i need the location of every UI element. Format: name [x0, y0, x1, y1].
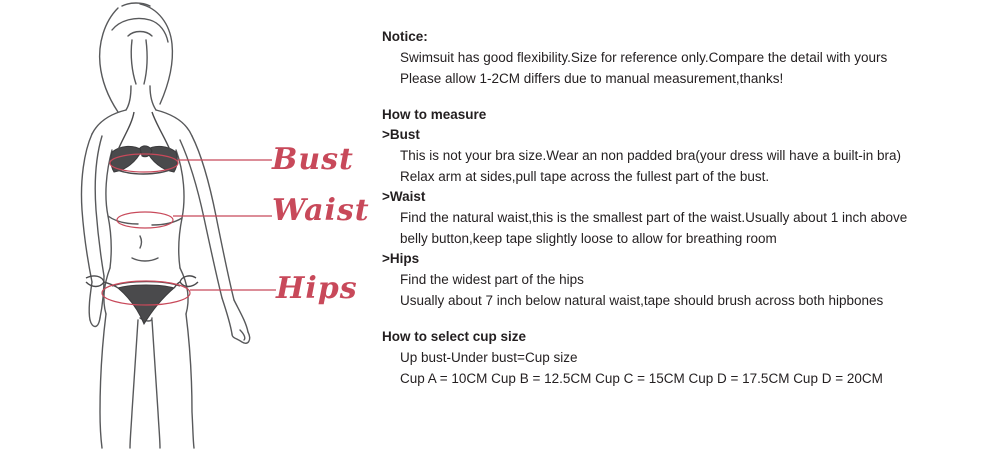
hips-heading: >Hips	[382, 251, 420, 266]
hips-line-2: Usually about 7 inch below natural waist,tape should brush across both hipbones	[400, 293, 884, 308]
hips-line-1: Find the widest part of the hips	[400, 272, 584, 287]
notice-line-2: Please allow 1-2CM differs due to manual measurement,thanks!	[400, 71, 784, 86]
bust-heading: >Bust	[382, 127, 420, 142]
waist-line-2: belly button,keep tape slightly loose to allow for breathing room	[400, 231, 777, 246]
cup-size-formula: Up bust-Under bust=Cup size	[400, 350, 578, 365]
waist-heading: >Waist	[382, 189, 426, 204]
how-to-measure-title: How to measure	[382, 107, 487, 122]
body-illustration	[0, 0, 370, 450]
bust-line-1: This is not your bra size.Wear an non padded bra(your dress will have a built-in bra)	[400, 148, 901, 163]
notice-title: Notice:	[382, 29, 428, 44]
cup-size-values: Cup A = 10CM Cup B = 12.5CM Cup C = 15CM Cup D = 17.5CM Cup D = 20CM	[400, 371, 883, 386]
bust-measure-label: Bust	[272, 142, 354, 177]
how-to-measure-block	[382, 105, 982, 311]
cup-size-title: How to select cup size	[382, 329, 527, 344]
notice-line-1: Swimsuit has good flexibility.Size for reference only.Compare the detail with yours	[400, 50, 888, 65]
waist-line-1: Find the natural waist,this is the smallest part of the waist.Usually about 1 inch above	[400, 210, 908, 225]
spacer	[382, 311, 982, 327]
notice-block	[382, 27, 982, 89]
bust-line-2: Relax arm at sides,pull tape across the fullest part of the bust.	[400, 169, 770, 184]
hips-measure-label: Hips	[276, 271, 358, 306]
instructions-panel	[382, 27, 982, 389]
waist-measure-label: Waist	[272, 193, 370, 228]
spacer	[382, 89, 982, 105]
cup-size-block	[382, 327, 982, 389]
